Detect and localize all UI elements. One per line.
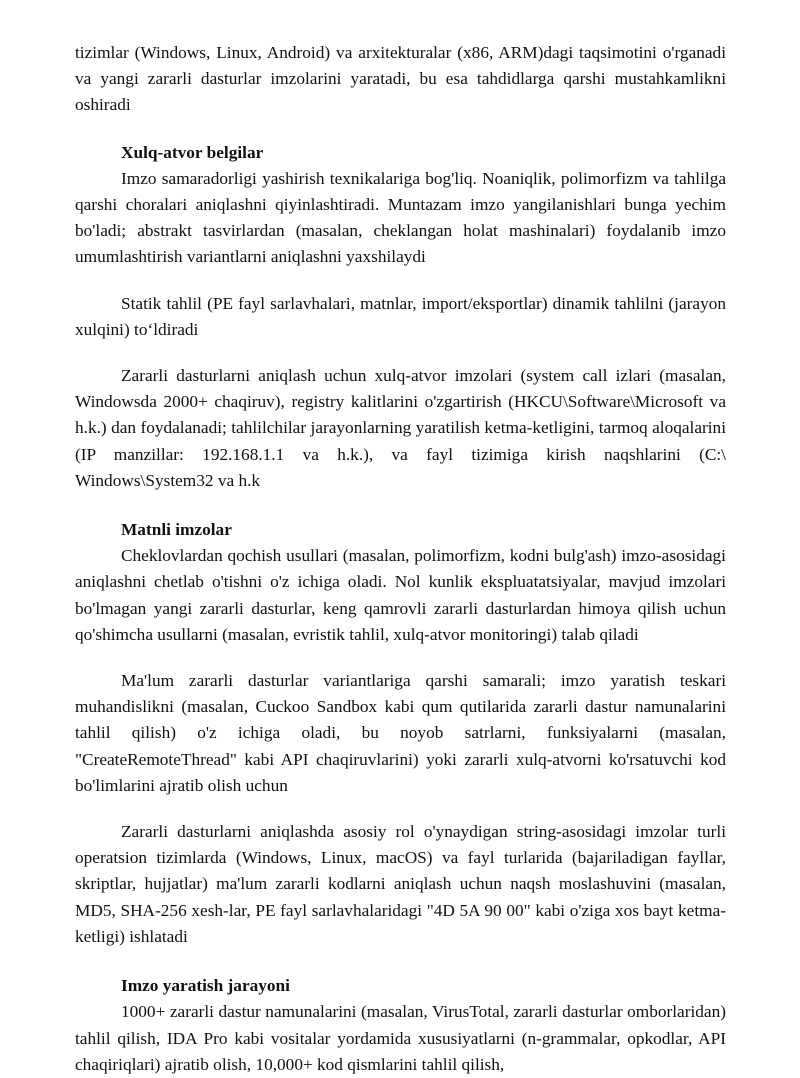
heading-signature-creation: Imzo yaratish jarayoni — [121, 976, 290, 996]
paragraph-evasion-methods: Cheklovlardan qochish usullari (masalan, polimorfizm, kodni bulg'ash) imzo-asosidagi aniqlashni chetlab o'tishni o'z ichiga oladi. Nol kunlik ekspluatatsiyalar, mavjud imzolari bo'lmagan yangi zararli dasturlar, keng qamrovli zararli dasturlardan himoya qilish uchun qo'shimcha usullarni (masalan, evristik tahlil, xulq-atvor monitoringi) talab qiladi — [75, 546, 726, 644]
document-page — [75, 40, 726, 1078]
heading-text-signatures: Matnli imzolar — [121, 520, 232, 540]
paragraph-signature-efficiency: Imzo samaradorligi yashirish texnikalariga bog'liq. Noaniqlik, polimorfizm va tahlilga qarshi choralari aniqlashni qiyinlashtiradi. Muntazam imzo yangilanishlari bunga yechim bo'ladi; abstrakt tasvirlardan (masalan, cheklangan holat mashinalari) foydalanib imzo umumlashtirish variantlarni aniqlashni yaxshilaydi — [75, 168, 726, 267]
paragraph-intro: tizimlar (Windows, Linux, Android) va arxitekturalar (x86, ARM)dagi taqsimotini o'rganadi va yangi zararli dasturlar imzolarini yaratadi, bu esa tahdidlarga qarshi mustahkamlikni oshiradi — [75, 43, 726, 115]
paragraph-static-analysis: Statik tahlil (PE fayl sarlavhalari, matnlar, import/eksportlar) dinamik tahlilni (jarayon xulqini) to‘ldiradi — [75, 293, 726, 339]
paragraph-sample-analysis: 1000+ zararli dastur namunalarini (masalan, VirusTotal, zararli dasturlar omborlaridan) tahlil qilish, IDA Pro kabi vositalar yordamida xususiyatlarni (n-grammalar, opkodlar, API chaqiriqlari) ajratib olish, 10,000+ kod qismlarini tahlil qilish, — [75, 1002, 726, 1074]
paragraph-behavior-signatures: Zararli dasturlarni aniqlash uchun xulq-atvor imzolari (system call izlari (masalan, Windowsda 2000+ chaqiruv), registry kalitlarini o'zgartirish (HKCU\Software\Microsoft va h.k.) dan foydalanadi; tahlilchilar jarayonlarning yaratilish ketma-ketligini, tarmoq aloqalarini (IP manzillar: 192.168.1.1 va h.k.), va fayl tizimiga kirish naqshlarini (C:\ Windows\System32 va h.k — [75, 366, 726, 490]
paragraph-known-variants: Ma'lum zararli dasturlar variantlariga qarshi samarali; imzo yaratish teskari muhandislikni (masalan, Cuckoo Sandbox kabi qum qutilarida zararli dastur namunalarini tahlil qilish) o'z ichiga oladi, bu noyob satrlarni, funksiyalarni (masalan, "CreateRemoteThread" kabi API chaqiruvlarini) yoki zararli xulq-atvorni ko'rsatuvchi kod bo'limlarini ajratib olish uchun — [75, 671, 726, 795]
paragraph-string-signatures: Zararli dasturlarni aniqlashda asosiy rol o'ynaydigan string-asosidagi imzolar turli operatsion tizimlarda (Windows, Linux, macOS) va fayl turlarida (bajariladigan fayllar, skriptlar, hujjatlar) ma'lum zararli kodlarni aniqlash uchun naqsh moslashuvini (masalan, MD5, SHA-256 xesh-lar, PE fayl sarlavhalaridagi "4D 5A 90 00" kabi o'ziga xos bayt ketma-ketligi) ishlatadi — [75, 822, 726, 946]
heading-behavior-signatures: Xulq-atvor belgilar — [121, 142, 264, 162]
